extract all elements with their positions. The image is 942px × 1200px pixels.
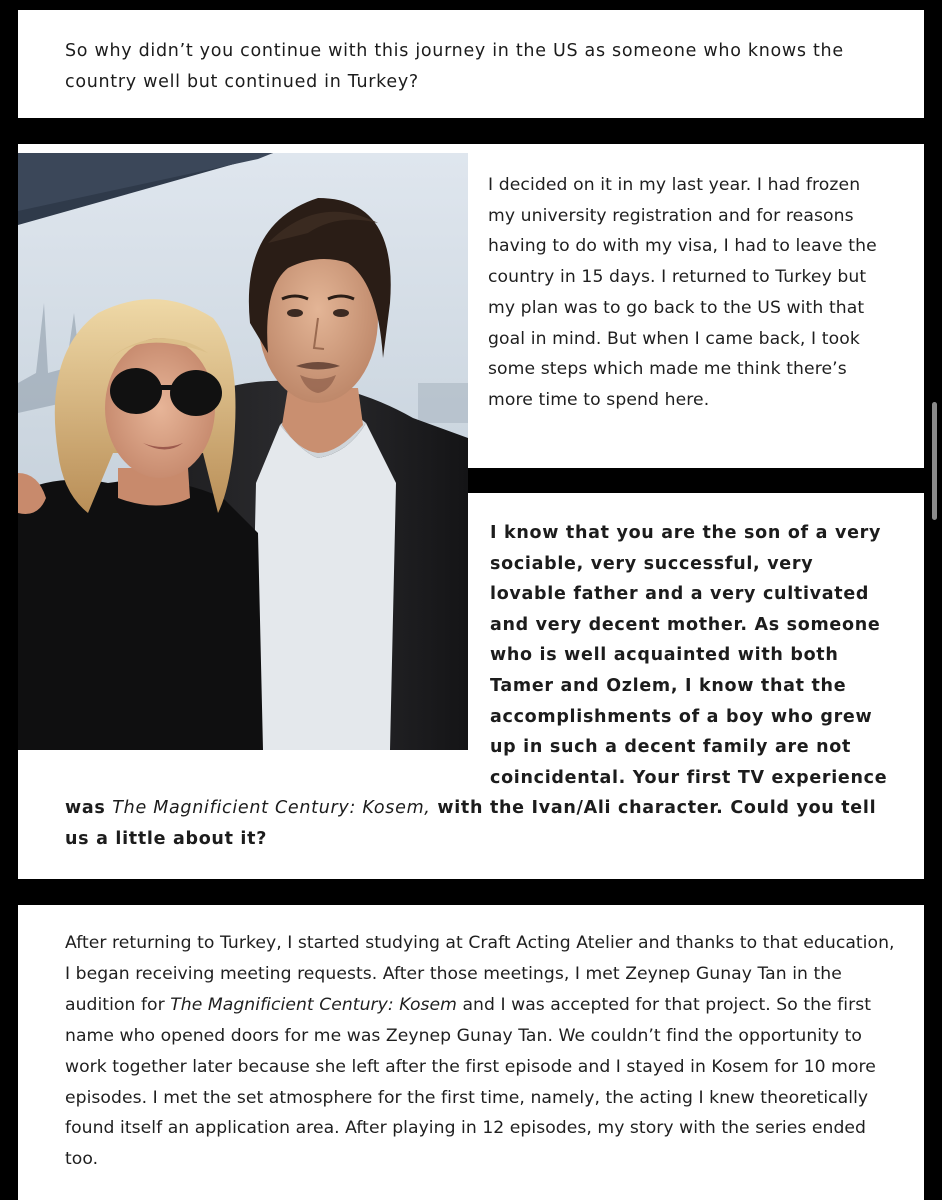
answer-card-2 <box>18 905 924 1200</box>
interview-photo <box>18 153 468 750</box>
scrollbar-thumb[interactable] <box>932 402 937 520</box>
question-1-text: So why didn’t you continue with this journey in the US as someone who knows the country well but continued in Turkey? <box>65 41 844 92</box>
answer-2-text: After returning to Turkey, I started studying at Craft Acting Atelier and thanks to that education, I began receiving meeting requests. After those meetings, I met Zeynep Gunay Tan in the audition for The Magnificient Century: Kosem and I was accepted for that project. So the first name who opened doors for me was Zeynep Gunay Tan. We couldn’t find the opportunity to work together later because she left after the first episode and I stayed in Kosem for 10 more episodes. I met the set atmosphere for the first time, namely, the acting I knew theoretically found itself an application area. After playing in 12 episodes, my story with the series ended too. <box>65 933 895 1170</box>
show-title: The Magnificient Century: Kosem, <box>112 798 431 819</box>
show-title-2: The Magnificient Century: Kosem <box>170 994 457 1015</box>
question-card-1 <box>18 10 924 118</box>
question-2-text: I know that you are the son of a very sociable, very successful, very lovable father and a very cultivated and very decent mother. As someone who is well acquainted with both Tamer and Ozlem, I know that the accomplishments of a boy who grew up in such a decent family are not coincidental. Your first TV experience was The Magnificient Century: Kosem, with the Ivan/Ali character. Could you tell us a little about it? <box>65 523 888 849</box>
answer-1-text: I decided on it in my last year. I had frozen my university registration and for reasons having to do with my visa, I had to leave the country in 15 days. I returned to Turkey but my plan was to go back to the US with that goal in mind. But when I came back, I took some steps which made me think there’s more time to spend here. <box>488 175 877 410</box>
photo-illustration <box>18 153 468 750</box>
